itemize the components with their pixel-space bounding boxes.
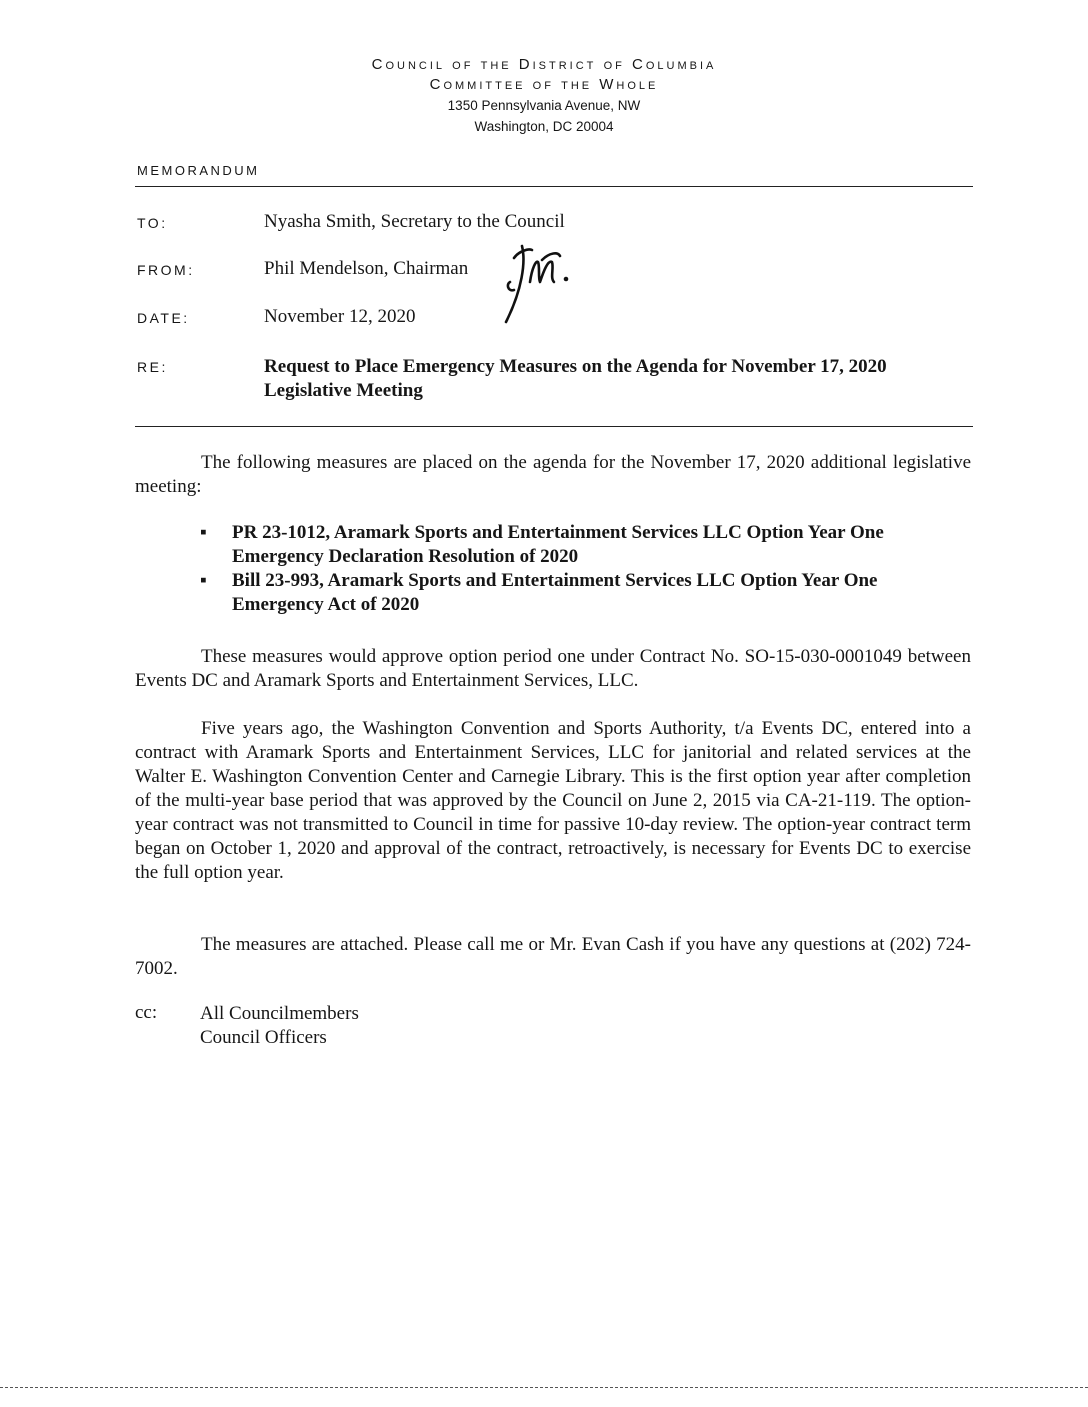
letterhead-address-city: Washington, DC 20004	[474, 119, 614, 134]
letterhead-address-street: 1350 Pennsylvania Avenue, NW	[447, 98, 641, 113]
header-top-rule	[135, 186, 973, 187]
letterhead-council: Council of the District of Columbia	[371, 56, 717, 73]
re-subject: Request to Place Emergency Measures on the Agenda for November 17, 2020 Legislative Meeting	[264, 356, 887, 401]
re-label: RE:	[137, 359, 168, 375]
from-label: FROM:	[137, 262, 195, 278]
measure-item	[200, 521, 972, 569]
measure-item	[200, 569, 972, 617]
to-value: Nyasha Smith, Secretary to the Council	[264, 211, 565, 232]
measures-list	[200, 521, 972, 617]
date-label: DATE:	[137, 310, 190, 326]
page-bottom-rule	[0, 1387, 1088, 1388]
contact-paragraph: The measures are attached. Please call me or Mr. Evan Cash if you have any questions at (202) 724-7002.	[135, 934, 971, 979]
bullet-icon: ▪	[200, 522, 207, 543]
cc-recipient: Council Officers	[200, 1027, 327, 1048]
to-label: TO:	[137, 215, 168, 231]
bullet-icon: ▪	[200, 570, 207, 591]
signature-initials	[492, 238, 582, 328]
from-value: Phil Mendelson, Chairman	[264, 258, 469, 279]
background-paragraph: Five years ago, the Washington Convention and Sports Authority, t/a Events DC, entered into a contract with Aramark Sports and Entertainment Services, LLC for janitorial and related services at the Walter E. Washington Convention Center and Carnegie Library. This is the first option year after completion of the multi-year base period that was approved by the Council on June 2, 2015 via CA-21-119. The option-year contract was not transmitted to Council in time for passive 10-day review. The option-year contract term began on October 1, 2020 and approval of the contract, retroactively, is necessary for Events DC to exercise the full option year.	[135, 718, 971, 883]
cc-recipient: All Councilmembers	[200, 1003, 359, 1024]
cc-recipients	[200, 1002, 359, 1050]
memorandum-label: MEMORANDUM	[137, 163, 260, 178]
contract-paragraph: These measures would approve option period one under Contract No. SO-15-030-0001049 between Events DC and Aramark Sports and Entertainment Services, LLC.	[135, 646, 971, 691]
date-value: November 12, 2020	[264, 306, 416, 327]
measure-text: PR 23-1012, Aramark Sports and Entertainment Services LLC Option Year One Emergency Declaration Resolution of 2020	[232, 522, 884, 567]
letterhead-committee: Committee of the Whole	[429, 76, 659, 93]
letterhead	[0, 55, 1088, 137]
header-bottom-rule	[135, 426, 973, 427]
intro-paragraph: The following measures are placed on the agenda for the November 17, 2020 additional legislative meeting:	[135, 452, 971, 497]
cc-label: cc:	[135, 1002, 158, 1023]
measure-text: Bill 23-993, Aramark Sports and Entertainment Services LLC Option Year One Emergency Act of 2020	[232, 570, 878, 615]
